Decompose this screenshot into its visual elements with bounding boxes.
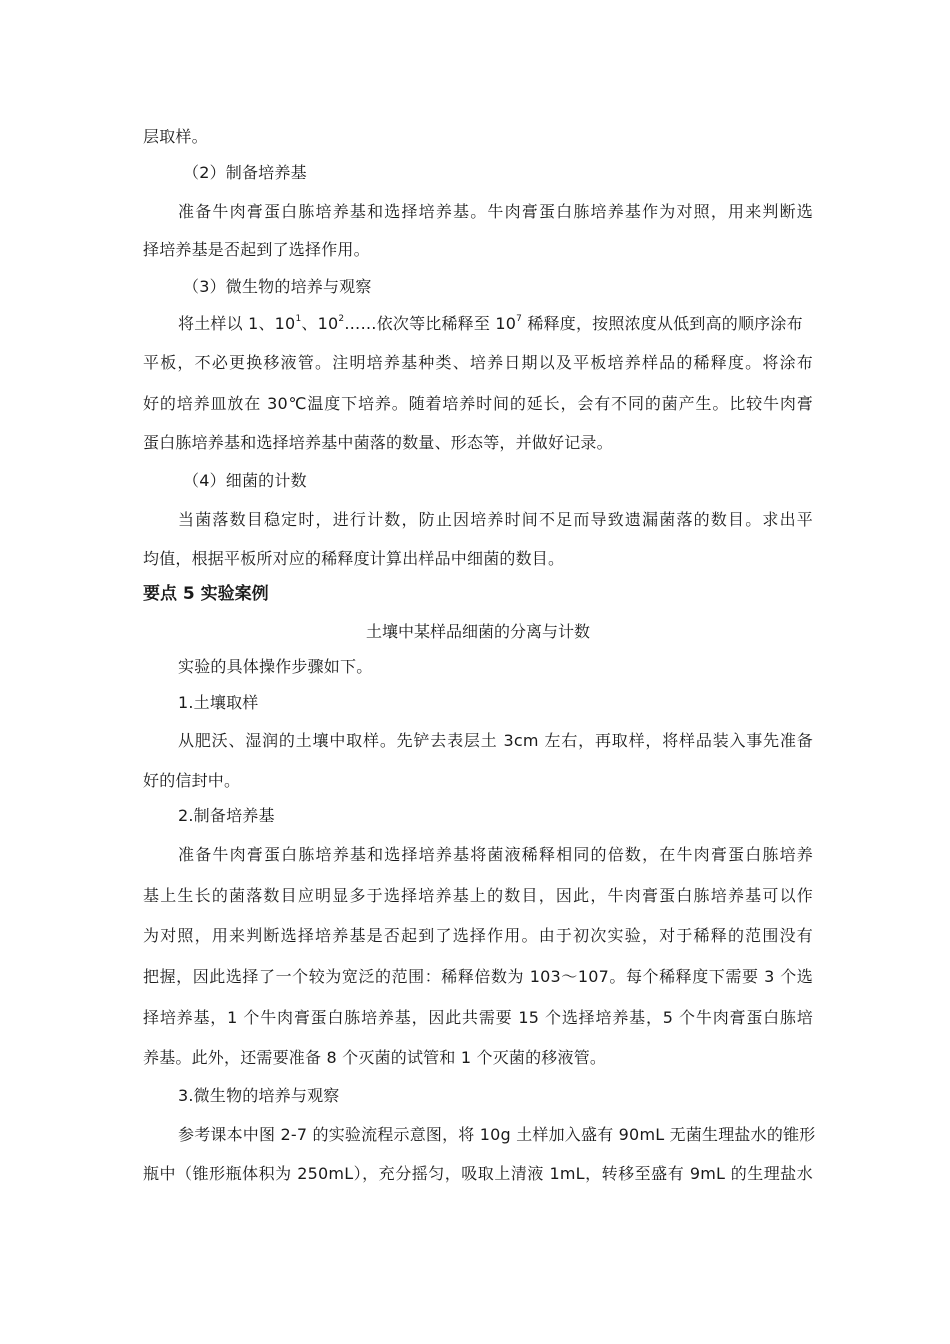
paragraph-line: 择培养基，1 个牛肉膏蛋白胨培养基，因此共需要 15 个选择培养基，5 个牛肉膏蛋白胨培 xyxy=(143,1008,813,1027)
section-title-soil-sampling: 1.土壤取样 xyxy=(178,693,259,712)
paragraph-line: 层取样。 xyxy=(143,127,208,146)
superscript: 2 xyxy=(338,313,345,324)
superscript: 7 xyxy=(516,313,523,324)
case-title: 土壤中某样品细菌的分离与计数 xyxy=(365,622,590,641)
paragraph-line: 为对照，用来判断选择培养基是否起到了选择作用。由于初次实验，对于稀释的范围没有 xyxy=(143,926,813,945)
heading-key-point-5: 要点 5 实验案例 xyxy=(143,584,269,604)
section-title-culture-observe-case: 3.微生物的培养与观察 xyxy=(178,1086,340,1105)
paragraph-line-dilution xyxy=(178,314,813,334)
paragraph-line: 当菌落数目稳定时，进行计数，防止因培养时间不足而导致遗漏菌落的数目。求出平 xyxy=(178,510,813,529)
section-title-prepare-medium: （2）制备培养基 xyxy=(183,163,307,182)
paragraph-line: 从肥沃、湿润的土壤中取样。先铲去表层土 3cm 左右，再取样，将样品装入事先准备 xyxy=(178,731,813,750)
section-title-bacteria-count: （4）细菌的计数 xyxy=(183,471,307,490)
paragraph-line: 好的信封中。 xyxy=(143,771,241,790)
paragraph-line: 蛋白胨培养基和选择培养基中菌落的数量、形态等，并做好记录。 xyxy=(143,433,613,452)
paragraph-line: 养基。此外，还需要准备 8 个灭菌的试管和 1 个灭菌的移液管。 xyxy=(143,1048,607,1067)
text-segment: 将土样以 1、10 xyxy=(178,314,296,333)
paragraph-line: 好的培养皿放在 30℃温度下培养。随着培养时间的延长，会有不同的菌产生。比较牛肉膏 xyxy=(143,394,813,413)
paragraph-line: 均值，根据平板所对应的稀释度计算出样品中细菌的数目。 xyxy=(143,549,565,568)
paragraph-line: 平板，不必更换移液管。注明培养基种类、培养日期以及平板培养样品的稀释度。将涂布 xyxy=(143,353,813,372)
text-segment: ……依次等比稀释至 10 xyxy=(344,314,517,333)
text-segment: 稀释度，按照浓度从低到高的顺序涂布 xyxy=(522,314,803,333)
paragraph-line: 基上生长的菌落数目应明显多于选择培养基上的数目，因此，牛肉膏蛋白胨培养基可以作 xyxy=(143,886,813,905)
paragraph-line: 准备牛肉膏蛋白胨培养基和选择培养基。牛肉膏蛋白胨培养基作为对照，用来判断选 xyxy=(178,202,813,221)
paragraph-line: 瓶中（锥形瓶体积为 250mL），充分摇匀，吸取上清液 1mL，转移至盛有 9mL 的生理盐水 xyxy=(143,1164,813,1183)
section-title-prepare-medium-case: 2.制备培养基 xyxy=(178,806,275,825)
paragraph-line: 参考课本中图 2-7 的实验流程示意图，将 10g 土样加入盛有 90mL 无菌生理盐水的锥形 xyxy=(178,1125,816,1144)
paragraph-line: 把握，因此选择了一个较为宽泛的范围：稀释倍数为 103～107。每个稀释度下需要 3 个选 xyxy=(143,967,813,986)
paragraph-line: 实验的具体操作步骤如下。 xyxy=(178,657,373,676)
superscript: 1 xyxy=(295,313,302,324)
text-segment: 、10 xyxy=(301,314,339,333)
paragraph-line: 准备牛肉膏蛋白胨培养基和选择培养基将菌液稀释相同的倍数，在牛肉膏蛋白胨培养 xyxy=(178,845,813,864)
paragraph-line: 择培养基是否起到了选择作用。 xyxy=(143,240,370,259)
section-title-culture-observe: （3）微生物的培养与观察 xyxy=(183,277,372,296)
